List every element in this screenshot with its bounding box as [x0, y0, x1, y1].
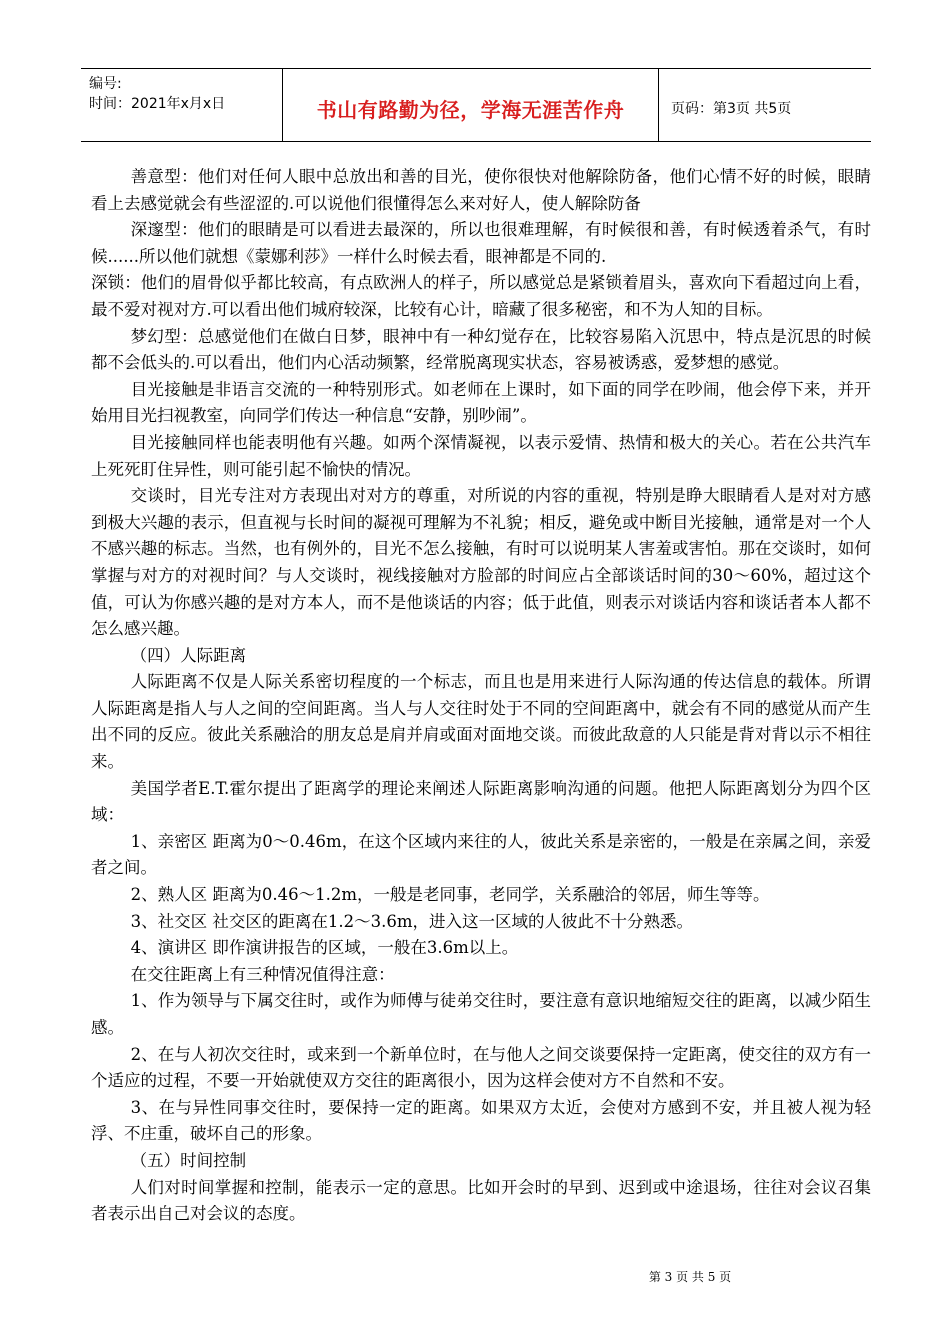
document-body: [91, 164, 871, 1228]
paragraph: 美国学者E.T.霍尔提出了距离学的理论来阐述人际距离影响沟通的问题。他把人际距离划分为四个区域：: [91, 778, 871, 825]
header-meta: [81, 69, 283, 141]
paragraph: （五）时间控制: [130, 1150, 247, 1170]
paragraph: 4、演讲区 即作演讲报告的区域，一般在3.6m以上。: [130, 938, 519, 958]
paragraph: 交谈时，目光专注对方表现出对对方的尊重，对所说的内容的重视，特别是睁大眼睛看人是对对方感到极大兴趣的表示，但直视与长时间的凝视可理解为不礼貌；相反，避免或中断目光接触，通常是对一个人不感兴趣的标志。当然，也有例外的，目光不怎么接触，有时可以说明某人害羞或害怕。那在交谈时，如何掌握与对方的对视时间？与人交谈时，视线接触对方脸部的时间应占全部谈话时间的30～60%，超过这个值，可认为你感兴趣的是对方本人，而不是他谈话的内容；低于此值，则表示对谈话内容和谈话者本人都不怎么感兴趣。: [91, 486, 871, 639]
paragraph: 梦幻型：总感觉他们在做白日梦，眼神中有一种幻觉存在，比较容易陷入沉思中，特点是沉思的时候都不会低头的.可以看出，他们内心活动频繁，经常脱离现实状态，容易被诱惑，爱梦想的感觉。: [91, 326, 871, 373]
page-header: [81, 68, 871, 142]
page-info: 页码：第3页 共5页: [671, 101, 792, 117]
paragraph: 目光接触是非语言交流的一种特别形式。如老师在上课时，如下面的同学在吵闹，他会停下来，并开始用目光扫视教室，向同学们传达一种信息“安静，别吵闹”。: [91, 379, 871, 426]
document-number-label: 编号:: [89, 76, 122, 92]
paragraph: 3、在与异性同事交往时，要保持一定的距离。如果双方太近，会使对方感到不安，并且被人视为轻浮、不庄重，破坏自己的形象。: [91, 1097, 871, 1144]
paragraph: 善意型：他们对任何人眼中总放出和善的目光，使你很快对他解除防备，他们心情不好的时候，眼睛看上去感觉就会有些涩涩的.可以说他们很懂得怎么来对好人，使人解除防备: [91, 167, 871, 213]
paragraph: 3、社交区 社交区的距离在1.2～3.6m，进入这一区域的人彼此不十分熟悉。: [130, 911, 693, 931]
paragraph: 1、作为领导与下属交往时，或作为师傅与徒弟交往时，要注意有意识地缩短交往的距离，以减少陌生感。: [91, 991, 871, 1037]
motto-text: 书山有路勤为径，学海无涯苦作舟: [316, 97, 625, 122]
footer-page-number: 第 3 页 共 5 页: [648, 1270, 732, 1284]
paragraph: 目光接触同样也能表明他有兴趣。如两个深情凝视，以表示爱情、热情和极大的关心。若在公共汽车上死死盯住异性，则可能引起不愉快的情况。: [91, 432, 871, 479]
paragraph: 1、亲密区 距离为0～0.46m，在这个区域内来往的人，彼此关系是亲密的，一般是在亲属之间，亲爱者之间。: [91, 831, 871, 878]
paragraph: （四）人际距离: [130, 645, 247, 665]
header-motto-cell: [283, 69, 659, 141]
paragraph: 人们对时间掌握和控制，能表示一定的意思。比如开会时的早到、迟到或中途退场，往往对会议召集者表示出自己对会议的态度。: [91, 1177, 871, 1224]
document-date: 时间：2021年x月x日: [89, 96, 226, 112]
paragraph: 2、熟人区 距离为0.46～1.2m，一般是老同事，老同学，关系融洽的邻居，师生等等。: [130, 885, 770, 905]
paragraph: 深锁：他们的眉骨似乎都比较高，有点欧洲人的样子，所以感觉总是紧锁着眉头，喜欢向下看超过向上看，最不爱对视对方.可以看出他们城府较深，比较有心计，暗藏了很多秘密，和不为人知的目标。: [91, 273, 871, 319]
paragraph: 人际距离不仅是人际关系密切程度的一个标志，而且也是用来进行人际沟通的传达信息的载体。所谓人际距离是指人与人之间的空间距离。当人与人交往时处于不同的空间距离中，就会有不同的感觉从而产生出不同的反应。彼此关系融洽的朋友总是肩并肩或面对面地交谈。而彼此敌意的人只能是背对背以示不相往来。: [91, 672, 871, 772]
header-page-info-cell: [659, 69, 871, 141]
paragraph: 2、在与人初次交往时，或来到一个新单位时，在与他人之间交谈要保持一定距离，使交往的双方有一个适应的过程，不要一开始就使双方交往的距离很小，因为这样会使对方不自然和不安。: [91, 1044, 871, 1091]
page-footer: [0, 1268, 950, 1285]
paragraph: 在交往距离上有三种情况值得注意：: [130, 964, 395, 984]
paragraph: 深邃型：他们的眼睛是可以看进去最深的，所以也很难理解，有时候很和善，有时候透着杀气，有时候......所以他们就想《蒙娜利莎》一样什么时候去看，眼神都是不同的.: [91, 220, 871, 266]
